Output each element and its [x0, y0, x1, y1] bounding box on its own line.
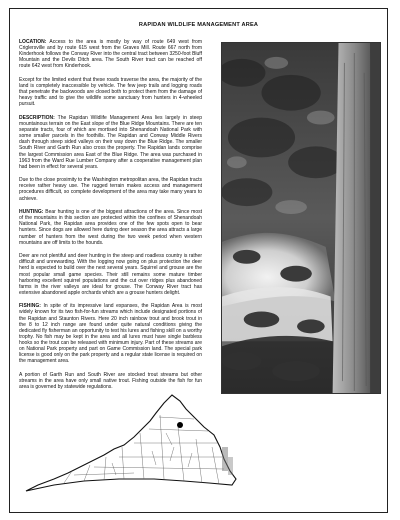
page-title: RAPIDAN WILDLIFE MANAGEMENT AREA — [138, 22, 259, 28]
hunting-note-paragraph: Deer are not plentiful and deer hunting in the steep and roadless country is rather difficult and unrewarding. With the logging now going on plus protection the deer herd is expected to build over the next several years. Squirrel and grouse are the most popular small game species. Their still remains some mature timber harboring excellent squirrel populations and the cut over ridges plus abandoned farms in the river valleys are ideal for grouse. The Conway River tract has extensive abandoned apple orchards which are a grouse hunters delight. — [19, 253, 202, 296]
virginia-map-image — [24, 387, 246, 499]
fishing-paragraph — [19, 303, 202, 364]
stream-photo-image — [222, 43, 380, 393]
fishing-body: In spite of its impressive land expanses, the Rapidan Area is most widely known for its two fish-for-fun streams which include designated portions of the Rapidan and Staunton Rivers. Here 20 inch rainbow trout and brook trout in the 8 to 12 inch range are found under quite natural conditions giving the dedicated fly fisherman an opportunity to test his lures and fishing skill on a worthy trophy. No fish may be kept in the area and all lures must have single barbless hooks so the trout can be released with minimum injury. Part of these streams are on National Park property and part on Game Commission land. The special park license is good only on the park property and a regular state license is required on the management area. — [19, 303, 202, 365]
fishing-note-paragraph: A portion of Garth Run and South River are stocked trout streams but other streams in the area have only small native trout. Fishing outside the fish for fun area is governed by statewide regulations. — [19, 371, 202, 390]
description-note-paragraph: Due to the close proximity to the Washington metropolitan area, the Rapidan tracts receive rather heavy use. The rugged terrain makes access and management procedures difficult, so complete development of the area may take many years to achieve. — [19, 177, 202, 202]
description-body: The Rapidan Wildlife Management Area lies largely in steep mountainous terrain on the East slope of the Blue Ridge Mountains. There are ten separate tracts, four of which are mortised into Shenandoah National Park with some smaller parcels in the foothills. The Rapidan and Conway Middle Rivers dash through steep sided valleys on their way down the Blue Ridge. The smaller South River and Garth Run also cross the property. The Rapidan lands comprise the largest Commission area East of the Blue Ridge. The area was purchased in 1963 from the Ward Rue Lumber Company after a cooperative management plan had been in effect for several years. — [19, 114, 202, 170]
text-column — [19, 39, 202, 398]
area-location-marker — [177, 422, 183, 428]
hunting-paragraph — [19, 209, 202, 246]
location-paragraph — [19, 39, 202, 69]
description-heading: DESCRIPTION: — [19, 114, 55, 121]
stream-photo — [221, 42, 381, 394]
document-page — [9, 8, 388, 513]
location-note-paragraph: Except for the limited extent that these roads traverse the area, the majority of the land is completely inaccessible by vehicle. The few jeep trails and logging roads that penetrate the backwoods are closed both to protect them from the damage of heavy traffic and to give the wildlife some sanctuary from hunters in 4-wheeled pursuit. — [19, 76, 202, 108]
river-hatching — [222, 447, 233, 475]
virginia-location-map — [24, 387, 246, 499]
description-paragraph — [19, 115, 202, 170]
hunting-heading: HUNTING: — [19, 209, 44, 216]
fishing-heading: FISHING: — [19, 303, 41, 310]
hunting-body: Bear hunting is one of the biggest attractions of the area. Since most of the mountains in this section are protected within the confines of Shenandoah National Park, the Rapidan area provides one of the few spots open to bear hunters. Since dogs are allowed here during deer season the area attracts a large number of hunters from the west during the two week period when western mountains are off limits to the hounds. — [19, 209, 202, 246]
location-body: Access to the area is mostly by way of route 649 west from Criglersville and by route 615 west from the Graves Mill. Route 667 north from Kinderhook follows the Conway River into the central tract between 3250-foot Bluff Mountain and the Devils Ditch area. The South River tract can be reached off route 642 west from Kinderhook. — [19, 39, 202, 70]
location-heading: LOCATION: — [19, 39, 47, 45]
